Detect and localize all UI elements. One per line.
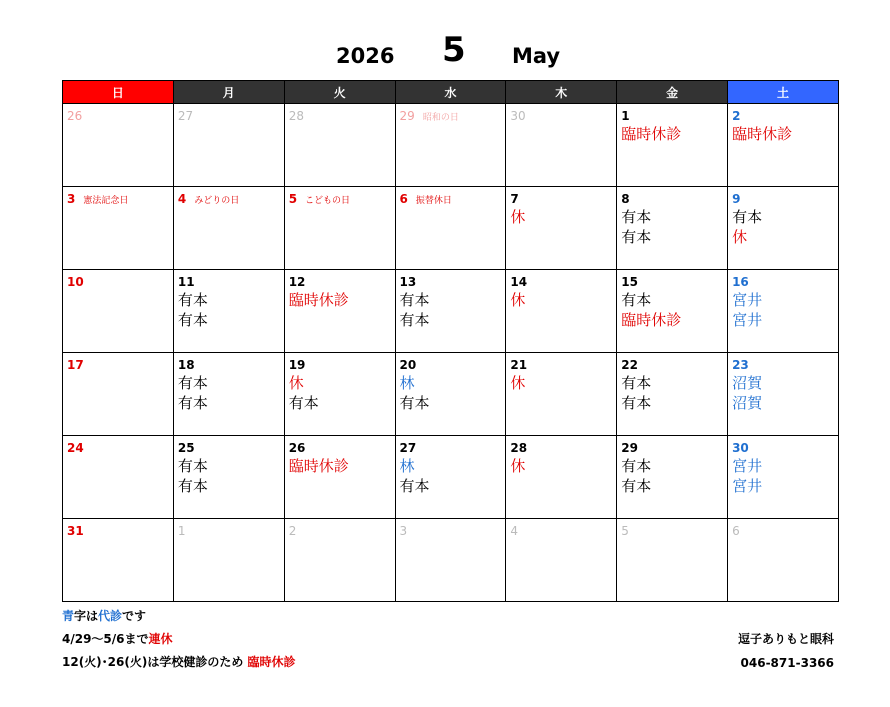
day-cell xyxy=(728,353,839,436)
day-cell xyxy=(728,270,839,353)
weekday-thu: 木 xyxy=(506,81,617,104)
day-number: 3 xyxy=(67,192,76,206)
day-number: 18 xyxy=(177,358,195,372)
day-cell xyxy=(506,187,617,270)
schedule-entry: 有本 xyxy=(621,208,652,226)
day-cell xyxy=(173,187,284,270)
note-line-3 xyxy=(62,652,296,675)
day-cell xyxy=(173,436,284,519)
schedule-entry: 休 xyxy=(510,457,526,475)
day-number: 28 xyxy=(510,441,528,455)
day-cell xyxy=(284,353,395,436)
day-cell xyxy=(617,519,728,602)
schedule-entry: 臨時休診 xyxy=(288,457,349,475)
schedule-entry: 宮井 xyxy=(732,291,763,309)
day-cell xyxy=(173,270,284,353)
day-number: 13 xyxy=(399,275,417,289)
day-cell xyxy=(63,436,174,519)
day-cell xyxy=(506,436,617,519)
calendar-body xyxy=(63,104,839,602)
day-cell xyxy=(728,104,839,187)
day-number: 1 xyxy=(177,524,186,538)
schedule-entry: 宮井 xyxy=(732,311,763,329)
day-cell xyxy=(617,187,728,270)
schedule-entry: 有本 xyxy=(177,311,208,329)
day-number: 27 xyxy=(399,441,417,455)
schedule-entry: 有本 xyxy=(621,374,652,392)
schedule-entry: 休 xyxy=(510,291,526,309)
schedule-entry: 有本 xyxy=(399,311,430,329)
note1-text-b: です xyxy=(122,609,147,623)
day-number: 26 xyxy=(288,441,306,455)
day-cell xyxy=(173,104,284,187)
note-line-2 xyxy=(62,629,296,652)
day-number: 27 xyxy=(177,109,194,123)
note2-holiday: 連休 xyxy=(148,632,173,646)
day-cell xyxy=(728,519,839,602)
holiday-name: 昭和の日 xyxy=(422,113,459,123)
schedule-entry: 有本 xyxy=(399,394,430,412)
week-row xyxy=(63,104,839,187)
day-number: 26 xyxy=(67,109,83,123)
day-number: 23 xyxy=(732,358,749,372)
schedule-entry: 休 xyxy=(510,208,526,226)
day-cell xyxy=(395,270,506,353)
week-row xyxy=(63,270,839,353)
day-number: 28 xyxy=(288,109,304,123)
day-cell xyxy=(728,436,839,519)
schedule-entry: 臨時休診 xyxy=(621,125,682,143)
day-number: 24 xyxy=(67,441,84,455)
clinic-phone: 046-871-3366 xyxy=(740,656,834,670)
schedule-entry: 有本 xyxy=(621,477,652,495)
day-number: 10 xyxy=(67,275,84,289)
day-cell xyxy=(395,104,506,187)
holiday-name: みどりの日 xyxy=(194,196,240,206)
day-cell xyxy=(506,519,617,602)
day-number: 7 xyxy=(510,192,519,206)
day-number: 4 xyxy=(177,192,187,206)
day-number: 11 xyxy=(177,275,195,289)
title-month-en: May xyxy=(512,44,561,68)
schedule-entry: 林 xyxy=(399,374,415,392)
schedule-entry: 宮井 xyxy=(732,457,763,475)
day-cell xyxy=(284,104,395,187)
schedule-entry: 休 xyxy=(510,374,526,392)
holiday-name: こどもの日 xyxy=(305,196,351,206)
schedule-entry: 有本 xyxy=(288,394,319,412)
schedule-entry: 有本 xyxy=(399,477,430,495)
schedule-entry: 沼賀 xyxy=(732,394,763,412)
holiday-name: 憲法記念日 xyxy=(83,196,129,206)
schedule-entry: 有本 xyxy=(177,457,208,475)
calendar-grid xyxy=(62,80,839,602)
day-cell xyxy=(506,353,617,436)
day-cell xyxy=(63,519,174,602)
day-cell xyxy=(617,104,728,187)
weekday-mon: 月 xyxy=(173,81,284,104)
day-number: 2 xyxy=(732,109,741,123)
schedule-entry: 有本 xyxy=(621,394,652,412)
note1-text-a: 字は xyxy=(74,609,99,623)
week-row xyxy=(63,353,839,436)
day-number: 16 xyxy=(732,275,749,289)
note2-text: 4/29～5/6まで xyxy=(62,632,149,646)
schedule-entry: 有本 xyxy=(732,208,763,226)
weekday-wed: 水 xyxy=(395,81,506,104)
title-month: 5 xyxy=(442,30,466,70)
note1-blue-char: 青 xyxy=(62,609,75,623)
week-row xyxy=(63,187,839,270)
schedule-entry: 有本 xyxy=(399,291,430,309)
day-number: 6 xyxy=(399,192,408,206)
day-number: 25 xyxy=(177,441,195,455)
schedule-entry: 臨時休診 xyxy=(288,291,349,309)
note1-substitute: 代診 xyxy=(98,609,123,623)
day-number: 6 xyxy=(732,524,740,538)
schedule-entry: 臨時休診 xyxy=(732,125,793,143)
day-cell xyxy=(63,187,174,270)
day-number: 30 xyxy=(510,109,526,123)
day-cell xyxy=(617,436,728,519)
day-number: 4 xyxy=(510,524,519,538)
weekday-sat: 土 xyxy=(728,81,839,104)
schedule-entry: 有本 xyxy=(177,394,208,412)
day-number: 29 xyxy=(399,109,415,123)
weekday-header-row xyxy=(63,81,839,104)
day-number: 17 xyxy=(67,358,84,372)
day-cell xyxy=(173,353,284,436)
weekday-sun: 日 xyxy=(63,81,174,104)
title-year: 2026 xyxy=(336,44,395,68)
schedule-entry: 休 xyxy=(288,374,304,392)
clinic-name: 逗子ありもと眼科 xyxy=(737,632,834,646)
note-line-1 xyxy=(62,606,296,629)
day-number: 12 xyxy=(288,275,306,289)
day-cell xyxy=(63,104,174,187)
day-number: 20 xyxy=(399,358,417,372)
day-number: 29 xyxy=(621,441,638,455)
schedule-entry: 有本 xyxy=(621,228,652,246)
schedule-entry: 沼賀 xyxy=(732,374,763,392)
day-number: 19 xyxy=(288,358,306,372)
schedule-entry: 有本 xyxy=(621,457,652,475)
day-cell xyxy=(506,270,617,353)
schedule-entry: 有本 xyxy=(177,374,208,392)
day-number: 8 xyxy=(621,192,630,206)
day-cell xyxy=(617,353,728,436)
day-cell xyxy=(284,436,395,519)
schedule-entry: 有本 xyxy=(177,291,208,309)
schedule-entry: 宮井 xyxy=(732,477,763,495)
day-number: 15 xyxy=(621,275,638,289)
day-cell xyxy=(284,519,395,602)
note3-closed: 臨時休診 xyxy=(247,655,296,669)
day-cell xyxy=(506,104,617,187)
day-cell xyxy=(395,353,506,436)
weekday-tue: 火 xyxy=(284,81,395,104)
week-row xyxy=(63,519,839,602)
day-number: 9 xyxy=(732,192,741,206)
day-cell xyxy=(284,270,395,353)
schedule-entry: 有本 xyxy=(621,291,652,309)
calendar-title xyxy=(0,30,890,74)
day-number: 14 xyxy=(510,275,528,289)
day-number: 5 xyxy=(288,192,298,206)
day-cell xyxy=(63,353,174,436)
day-cell xyxy=(395,519,506,602)
note3-text: 12(火)･26(火)は学校健診のため xyxy=(62,655,248,669)
clinic-info xyxy=(730,629,834,677)
day-number: 31 xyxy=(67,524,84,538)
day-number: 5 xyxy=(621,524,629,538)
day-number: 3 xyxy=(399,524,408,538)
notes xyxy=(62,606,296,675)
day-cell xyxy=(728,187,839,270)
day-number: 22 xyxy=(621,358,638,372)
schedule-entry: 休 xyxy=(732,228,748,246)
schedule-entry: 臨時休診 xyxy=(621,311,682,329)
schedule-entry: 林 xyxy=(399,457,415,475)
day-number: 21 xyxy=(510,358,528,372)
day-cell xyxy=(173,519,284,602)
day-cell xyxy=(395,187,506,270)
day-number: 30 xyxy=(732,441,749,455)
day-cell xyxy=(395,436,506,519)
holiday-name: 振替休日 xyxy=(415,196,452,206)
day-cell xyxy=(63,270,174,353)
weekday-fri: 金 xyxy=(617,81,728,104)
day-number: 1 xyxy=(621,109,630,123)
day-number: 2 xyxy=(288,524,297,538)
day-cell xyxy=(617,270,728,353)
schedule-entry: 有本 xyxy=(177,477,208,495)
day-cell xyxy=(284,187,395,270)
week-row xyxy=(63,436,839,519)
